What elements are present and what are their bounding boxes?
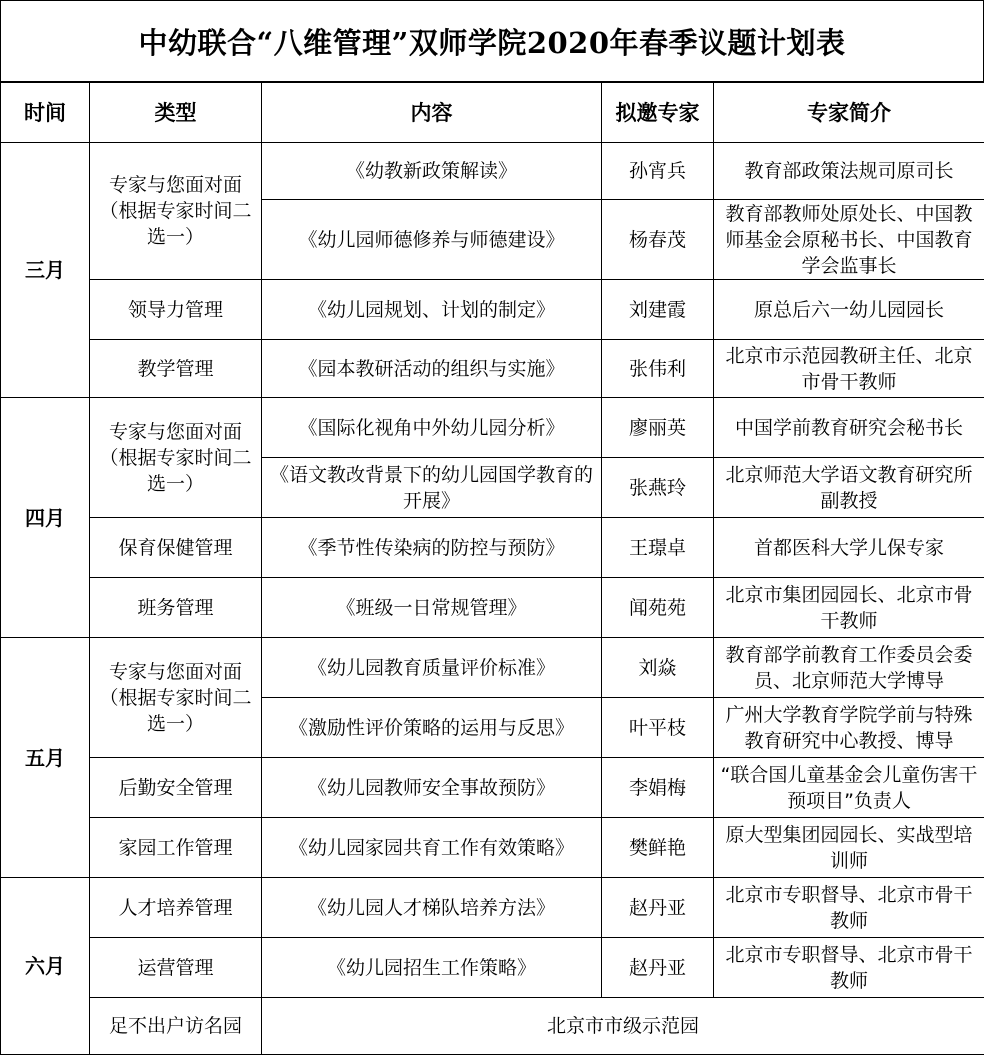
- type-cell: 后勤安全管理: [90, 758, 262, 818]
- intro-cell: 原大型集团园园长、实战型培训师: [714, 818, 984, 878]
- type-cell: 人才培养管理: [90, 878, 262, 938]
- month-may: 五月: [1, 638, 90, 878]
- table-row: [1, 340, 984, 398]
- content-cell: 《国际化视角中外幼儿园分析》: [262, 398, 602, 458]
- table-row: [1, 818, 984, 878]
- table-row: [1, 638, 984, 698]
- type-cell: 专家与您面对面（根据专家时间二选一）: [90, 143, 262, 280]
- month-march: 三月: [1, 143, 90, 398]
- sheet-title: 中幼联合“八维管理”双师学院2020年春季议题计划表: [0, 0, 984, 82]
- expert-cell: 杨春茂: [602, 200, 714, 280]
- expert-cell: 李娟梅: [602, 758, 714, 818]
- expert-cell: 樊鲜艳: [602, 818, 714, 878]
- table-row: [1, 280, 984, 340]
- content-cell: 《语文教改背景下的幼儿园国学教育的开展》: [262, 458, 602, 518]
- type-cell: 专家与您面对面（根据专家时间二选一）: [90, 638, 262, 758]
- intro-cell: 北京市专职督导、北京市骨干教师: [714, 878, 984, 938]
- header-row: [1, 83, 984, 143]
- intro-cell: 北京市专职督导、北京市骨干教师: [714, 938, 984, 998]
- type-cell: 足不出户访名园: [90, 998, 262, 1055]
- table-row: [1, 578, 984, 638]
- content-cell: 《季节性传染病的防控与预防》: [262, 518, 602, 578]
- month-april: 四月: [1, 398, 90, 638]
- intro-cell: 广州大学教育学院学前与特殊教育研究中心教授、博导: [714, 698, 984, 758]
- content-cell: 《幼儿园教育质量评价标准》: [262, 638, 602, 698]
- header-intro: 专家简介: [714, 83, 984, 143]
- type-cell: 家园工作管理: [90, 818, 262, 878]
- expert-cell: 张伟利: [602, 340, 714, 398]
- type-cell: 专家与您面对面（根据专家时间二选一）: [90, 398, 262, 518]
- expert-cell: 孙宵兵: [602, 143, 714, 200]
- header-content: 内容: [262, 83, 602, 143]
- table-row: [1, 878, 984, 938]
- type-cell: 运营管理: [90, 938, 262, 998]
- table-row: [1, 758, 984, 818]
- content-cell: 《园本教研活动的组织与实施》: [262, 340, 602, 398]
- intro-cell: 教育部学前教育工作委员会委员、北京师范大学博导: [714, 638, 984, 698]
- expert-cell: 赵丹亚: [602, 878, 714, 938]
- intro-cell: 教育部政策法规司原司长: [714, 143, 984, 200]
- expert-cell: 廖丽英: [602, 398, 714, 458]
- table-row: [1, 398, 984, 458]
- expert-cell: 王璟卓: [602, 518, 714, 578]
- intro-cell: 首都医科大学儿保专家: [714, 518, 984, 578]
- expert-cell: 刘焱: [602, 638, 714, 698]
- intro-cell: 中国学前教育研究会秘书长: [714, 398, 984, 458]
- expert-cell: 叶平枝: [602, 698, 714, 758]
- table-row: [1, 518, 984, 578]
- type-cell: 班务管理: [90, 578, 262, 638]
- table-row: [1, 143, 984, 200]
- content-cell: 《幼儿园人才梯队培养方法》: [262, 878, 602, 938]
- type-cell: 教学管理: [90, 340, 262, 398]
- expert-cell: 赵丹亚: [602, 938, 714, 998]
- header-type: 类型: [90, 83, 262, 143]
- table-row: [1, 938, 984, 998]
- schedule-table: [0, 82, 984, 1055]
- intro-cell: 原总后六一幼儿园园长: [714, 280, 984, 340]
- type-cell: 保育保健管理: [90, 518, 262, 578]
- intro-cell: 北京师范大学语文教育研究所副教授: [714, 458, 984, 518]
- content-cell: 《幼儿园师德修养与师德建设》: [262, 200, 602, 280]
- header-expert: 拟邀专家: [602, 83, 714, 143]
- content-cell: 《班级一日常规管理》: [262, 578, 602, 638]
- intro-cell: 北京市示范园教研主任、北京市骨干教师: [714, 340, 984, 398]
- intro-cell: 北京市集团园园长、北京市骨干教师: [714, 578, 984, 638]
- month-june: 六月: [1, 878, 90, 1055]
- content-cell: 《幼儿园规划、计划的制定》: [262, 280, 602, 340]
- header-time: 时间: [1, 83, 90, 143]
- expert-cell: 闻苑苑: [602, 578, 714, 638]
- content-cell: 《幼教新政策解读》: [262, 143, 602, 200]
- content-cell: 《幼儿园教师安全事故预防》: [262, 758, 602, 818]
- table-row: [1, 998, 984, 1055]
- content-cell: 《幼儿园家园共育工作有效策略》: [262, 818, 602, 878]
- intro-cell: 教育部教师处原处长、中国教师基金会原秘书长、中国教育学会监事长: [714, 200, 984, 280]
- content-cell: 《幼儿园招生工作策略》: [262, 938, 602, 998]
- intro-cell: “联合国儿童基金会儿童伤害干预项目”负责人: [714, 758, 984, 818]
- expert-cell: 刘建霞: [602, 280, 714, 340]
- type-cell: 领导力管理: [90, 280, 262, 340]
- content-cell: 《激励性评价策略的运用与反思》: [262, 698, 602, 758]
- content-cell: 北京市市级示范园: [262, 998, 984, 1055]
- expert-cell: 张燕玲: [602, 458, 714, 518]
